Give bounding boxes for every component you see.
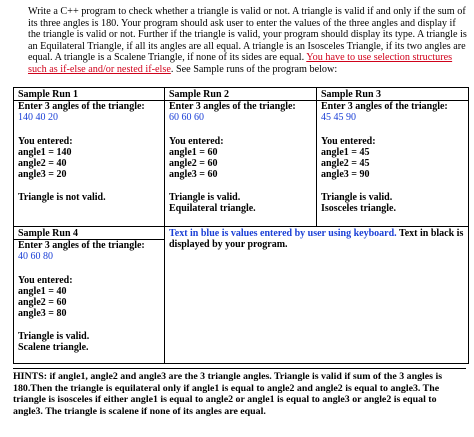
run-result-line: Isosceles triangle. (321, 203, 396, 215)
run-output (14, 240, 164, 353)
run-user-input: 60 60 60 (169, 112, 204, 124)
run-result-line: Scalene triangle. (18, 342, 89, 354)
run-title: Sample Run 4 (14, 227, 164, 240)
run-angle-line: angle3 = 60 (169, 169, 218, 181)
run-angle-line: angle1 = 140 (18, 146, 72, 158)
selection-requirement: You have to use selection structures such as if-else and/or nested if-else (28, 52, 453, 75)
run-angle-line: angle2 = 45 (321, 158, 370, 170)
run-user-input: 45 45 90 (321, 112, 356, 124)
run-title: Sample Run 2 (165, 88, 316, 101)
sample-run-3 (317, 88, 469, 227)
run-angle-line: angle3 = 80 (18, 308, 67, 320)
run-entered-label: You entered: (18, 135, 73, 147)
run-prompt: Enter 3 angles of the triangle: (18, 101, 145, 112)
run-entered-label: You entered: (18, 274, 73, 286)
run-angle-line: angle3 = 20 (18, 169, 67, 181)
statement-end: . See Sample runs of the program below: (170, 63, 338, 75)
run-prompt: Enter 3 angles of the triangle: (169, 101, 296, 112)
note-black-text: Text in black is displayed by your program. (169, 228, 464, 251)
run-result-line: Triangle is valid. (18, 330, 90, 342)
run-angle-line: angle1 = 60 (169, 146, 218, 158)
statement-text: Write a C++ program to check whether a triangle is valid or not. A triangle is valid if and only if the sum of its three angles is 180. Your program should ask user to enter the values of the three angles and display if the triangle is valid or not. Further if the triangle is valid, your program should display its type. A triangle is an Equilateral Triangle, if all its angles are all equal. A triangle is an Isosceles Triangle, if its two angles are equal. A triangle is a Scalene Triangle, if none of its sides are equal. (28, 6, 467, 64)
run-result-line: Triangle is valid. (321, 191, 393, 203)
run-result (321, 192, 465, 215)
legend-note (165, 227, 468, 251)
run-prompt: Enter 3 angles of the triangle: (18, 240, 145, 251)
note-blue-text: Text in blue is values entered by user using keyboard. (169, 228, 397, 239)
run-prompt: Enter 3 angles of the triangle: (321, 101, 448, 112)
run-angle-line: angle2 = 60 (169, 158, 218, 170)
run-user-input: 140 40 20 (18, 112, 58, 124)
run-angle-line: angle1 = 40 (18, 285, 67, 297)
problem-statement (28, 6, 468, 76)
run-result (18, 331, 161, 354)
run-entered-label: You entered: (169, 135, 224, 147)
run-angle-line: angle2 = 60 (18, 297, 67, 309)
run-angle-line: angle1 = 45 (321, 146, 370, 158)
sample-run-1 (14, 88, 165, 227)
run-result-line: Triangle is not valid. (18, 191, 106, 203)
run-angle-line: angle2 = 40 (18, 158, 67, 170)
run-user-input: 40 60 80 (18, 251, 53, 263)
run-title: Sample Run 1 (14, 88, 164, 101)
hints-paragraph: HINTS: if angle1, angle2 and angle3 are the 3 triangle angles. Triangle is valid if sum of the 3 angles is 180.Then the triangle is equilateral only if angle1 is equal to angle2 and angle2 is equal to angle3. The triangle is isosceles if either angle1 is equal to angle2 or angle1 is equal to angle3 or angle2 is equal to angle3. The triangle is scalene if none of its angles are equal. (13, 368, 466, 417)
run-title: Sample Run 3 (317, 88, 468, 101)
run-entered-label: You entered: (321, 135, 376, 147)
sample-run-2 (165, 88, 317, 227)
run-result-line: Equilateral triangle. (169, 203, 256, 215)
run-result (18, 192, 161, 203)
sample-runs-table (13, 87, 469, 364)
run-angle-line: angle3 = 90 (321, 169, 370, 181)
run-output (14, 101, 164, 203)
sample-run-4 (14, 227, 165, 364)
run-output (165, 101, 316, 214)
run-result (169, 192, 313, 215)
run-result-line: Triangle is valid. (169, 191, 241, 203)
legend-note-cell (165, 227, 469, 364)
run-output (317, 101, 468, 214)
